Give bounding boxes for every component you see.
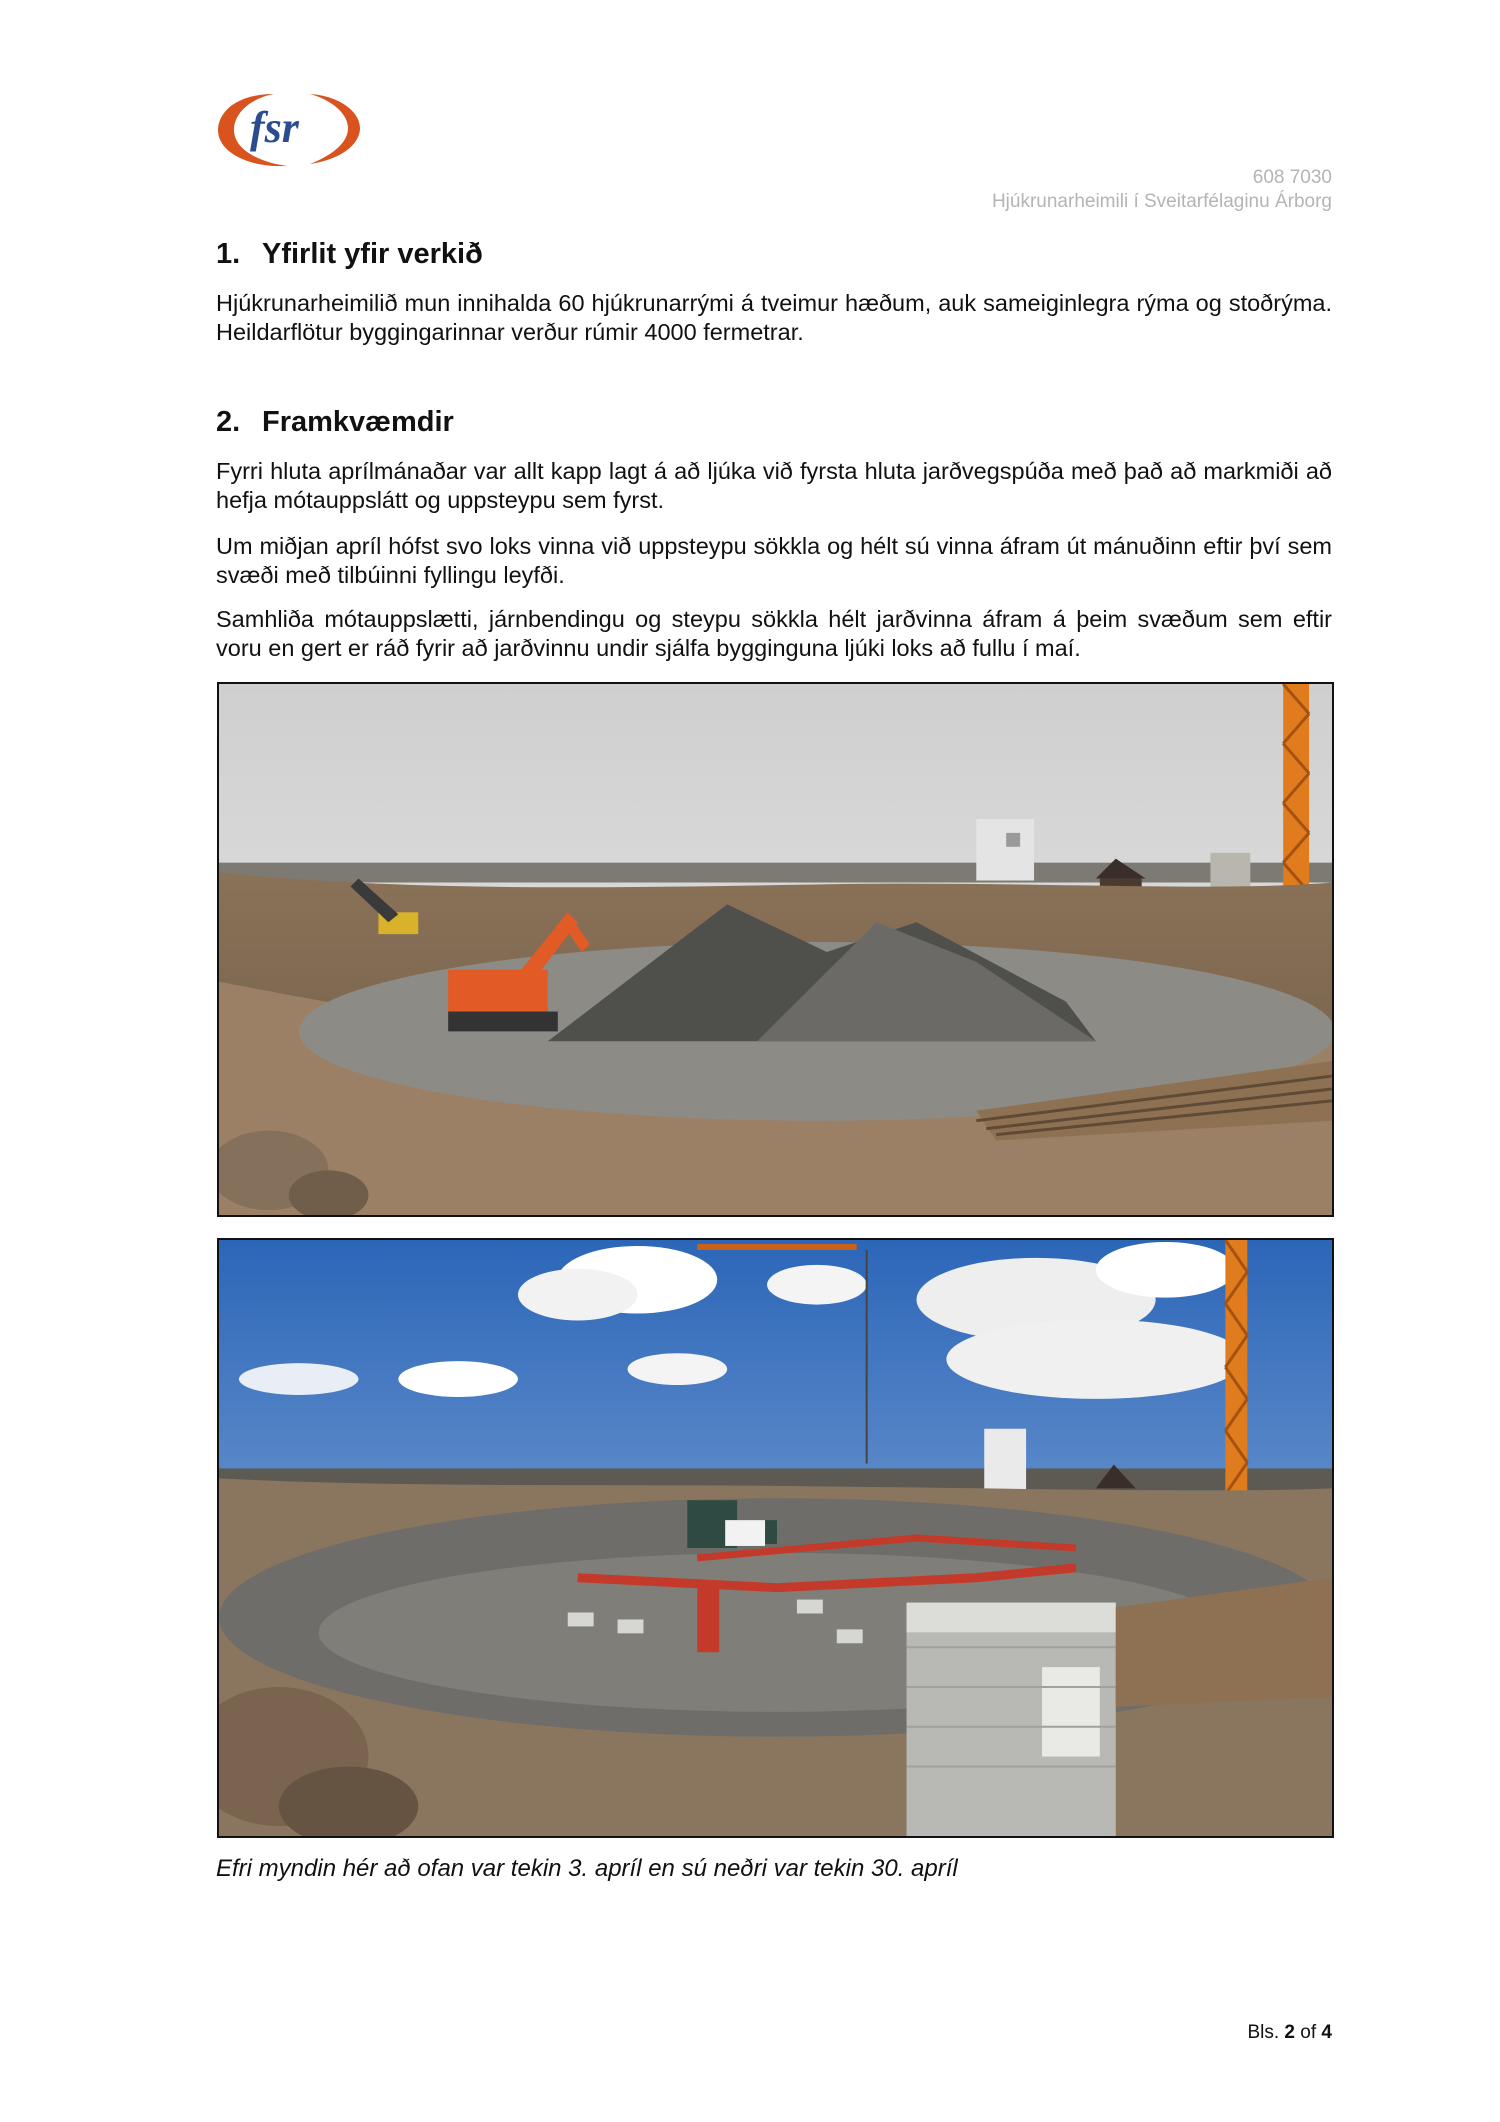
company-logo xyxy=(214,86,362,172)
section-title: Framkvæmdir xyxy=(262,406,454,438)
section-heading-2 xyxy=(216,406,454,439)
photo-caption: Efri myndin hér að ofan var tekin 3. apríl en sú neðri var tekin 30. apríl xyxy=(216,1855,958,1882)
section-2-paragraph-2: Um miðjan apríl hófst svo loks vinna við uppsteypu sökkla og hélt sú vinna áfram út mánuðinn eftir því sem svæði með tilbúinni fyllingu leyfði. xyxy=(216,533,1332,588)
section-2-paragraph-1: Fyrri hluta aprílmánaðar var allt kapp lagt á að ljúka við fyrsta hluta jarðvegspúða með það að markmiði að hefja mótauppslátt og uppsteypu sem fyrst. xyxy=(216,458,1332,513)
section-heading-1 xyxy=(216,238,483,271)
page-number xyxy=(1247,2022,1332,2044)
page-current: 2 xyxy=(1284,2022,1295,2043)
page-total: 4 xyxy=(1321,2022,1332,2043)
logo-text: fsr xyxy=(250,103,299,152)
photo-excavation-panorama xyxy=(217,682,1334,1217)
section-number: 2. xyxy=(216,406,241,438)
page-prefix: Bls. xyxy=(1247,2022,1280,2043)
photo-foundations-panorama xyxy=(217,1238,1334,1838)
section-1-paragraph-1: Hjúkrunarheimilið mun innihalda 60 hjúkrunarrými á tveimur hæðum, auk sameiginlegra rýma og stoðrýma. Heildarflötur byggingarinnar verður rúmir 4000 fermetrar. xyxy=(216,290,1332,345)
page-of: of xyxy=(1300,2022,1317,2043)
section-number: 1. xyxy=(216,238,241,270)
header-project: Hjúkrunarheimili í Sveitarfélaginu Árborg xyxy=(991,191,1332,212)
section-2-paragraph-3: Samhliða mótauppslætti, járnbendingu og steypu sökkla hélt jarðvinna áfram á þeim svæðum sem eftir voru en gert er ráð fyrir að jarðvinnu undir sjálfa bygginguna ljúki loks að fullu í maí. xyxy=(216,606,1332,661)
header-meta xyxy=(992,166,1332,214)
header-phone: 608 7030 xyxy=(1252,167,1332,188)
section-title: Yfirlit yfir verkið xyxy=(262,238,483,270)
